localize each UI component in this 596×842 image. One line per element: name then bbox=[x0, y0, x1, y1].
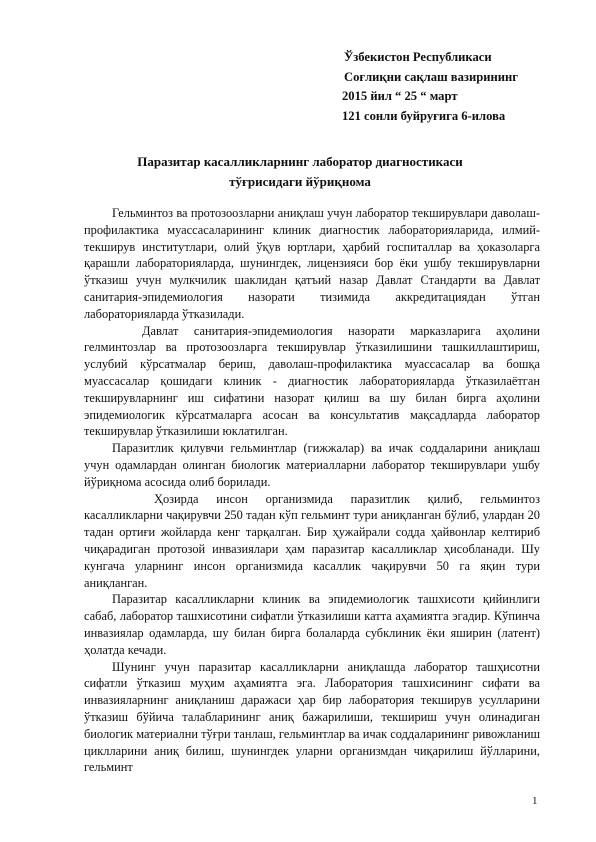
paragraph-2: Давлат санитария-эпидемиология назорати марказларига аҳолини гелминтозлар ва протозоозларга текширувлар ўтказилишини ташкиллаштириш, услубий кўрсатмалар бериш, даволаш-профилактика муассасалар ва бошқа муассасалар қошидаги клиник - диагностик лабораторияларда ўтказилаётган текширувларнинг иш сифатини назорат қилиш ва шу билан бирга аҳолини эпидемиологик кўрсатмаларга асосан ва консультатив мақсадларда лаборатор текширувлар ўтказилиши юклатилган. bbox=[84, 323, 540, 439]
paragraph-1: Гельминтоз ва протозоозларни аниқлаш учун лаборатор текширувлари даволаш-профилактика муассасаларининг клиник диагностик лабораторияларида, илмий-текширув институтлари, олий ўқув юртлари, ҳарбий госпиталлар ва ҳоказоларга қарашли лабораторияларда, шунингдек, лицензияси бор ёки ушбу текширувларни ўтказиш учун мулкчилик шаклидан қатъий назар Давлат Стандарти ва Давлат санитария-эпидемиология назорати тизимида аккредитациядан ўтган лабораторияларда ўтказилади. bbox=[84, 206, 540, 321]
paragraph-3: Паразитлик қилувчи гельминтлар (гижжалар) ва ичак соддаларини аниқлаш учун одамлардан олинган биологик материалларни лаборатор текширувлари ушбу йўриқнома асосида олиб борилади. bbox=[84, 441, 540, 489]
title-line-1: Паразитар касалликларнинг лаборатор диагностикаси bbox=[137, 154, 463, 169]
header-country: Ўзбекистон Республикаси bbox=[344, 50, 492, 64]
header-order-annex: 121 сонли буйруғига 6-илова bbox=[342, 108, 506, 123]
title-line-2: тўғрисидаги йўриқнома bbox=[229, 173, 371, 189]
document-body bbox=[84, 205, 540, 776]
paragraph-5: Паразитар касалликларни клиник ва эпидемиологик ташхисоти қийинлиги сабаб, лаборатор ташхисотини сифатли ўтказилиши катта аҳамиятга эгадир. Кўпинча инвазиялар одамларда, шу билан бирга болаларда субклиник ёки яширин (латент) ҳолатда кечади. bbox=[84, 592, 540, 657]
paragraph-4: Ҳозирда инсон организмида паразитлик қилиб, гельминтоз касалликларни чақирувчи 250 тадан кўп гельминт тури аниқланган бўлиб, улардан 20 тадан ортиғи жойларда кенг тарқалган. Бир ҳужайрали содда ҳайвонлар келтириб чиқарадиган протозой инвазиялари ҳам паразитар касалликлар ҳисобланади. Шу кунгача уларнинг инсон организмида касаллик чақирувчи 50 га яқин тури аниқланган. bbox=[84, 491, 540, 590]
header-date: 2015 йил “ 25 “ март bbox=[342, 89, 458, 103]
page-number: 1 bbox=[532, 795, 538, 807]
header-ministry: Соғлиқни сақлаш вазирининг bbox=[344, 69, 518, 84]
document-header bbox=[340, 48, 570, 126]
paragraph-6: Шунинг учун паразитар касалликларни аниқлашда лаборатор ташҳисотни сифатли ўтказиш муҳим аҳамиятга эга. Лаборатория ташхисининг сифати ва инвазияларнинг аниқланиш даражаси ҳар бир лаборатория текширув усулларини ўтказиш бўйича талабларининг аниқ бажарилиши, текшириш учун олинадиган биологик материални тўғри танлаш, гельминтлар ва ичак соддаларининг ривожланиш циклларини аниқ билиш, шунингдек уларни организмдан чиқарилиш йўлларини, гельминт bbox=[84, 659, 540, 775]
document-title bbox=[60, 152, 540, 191]
